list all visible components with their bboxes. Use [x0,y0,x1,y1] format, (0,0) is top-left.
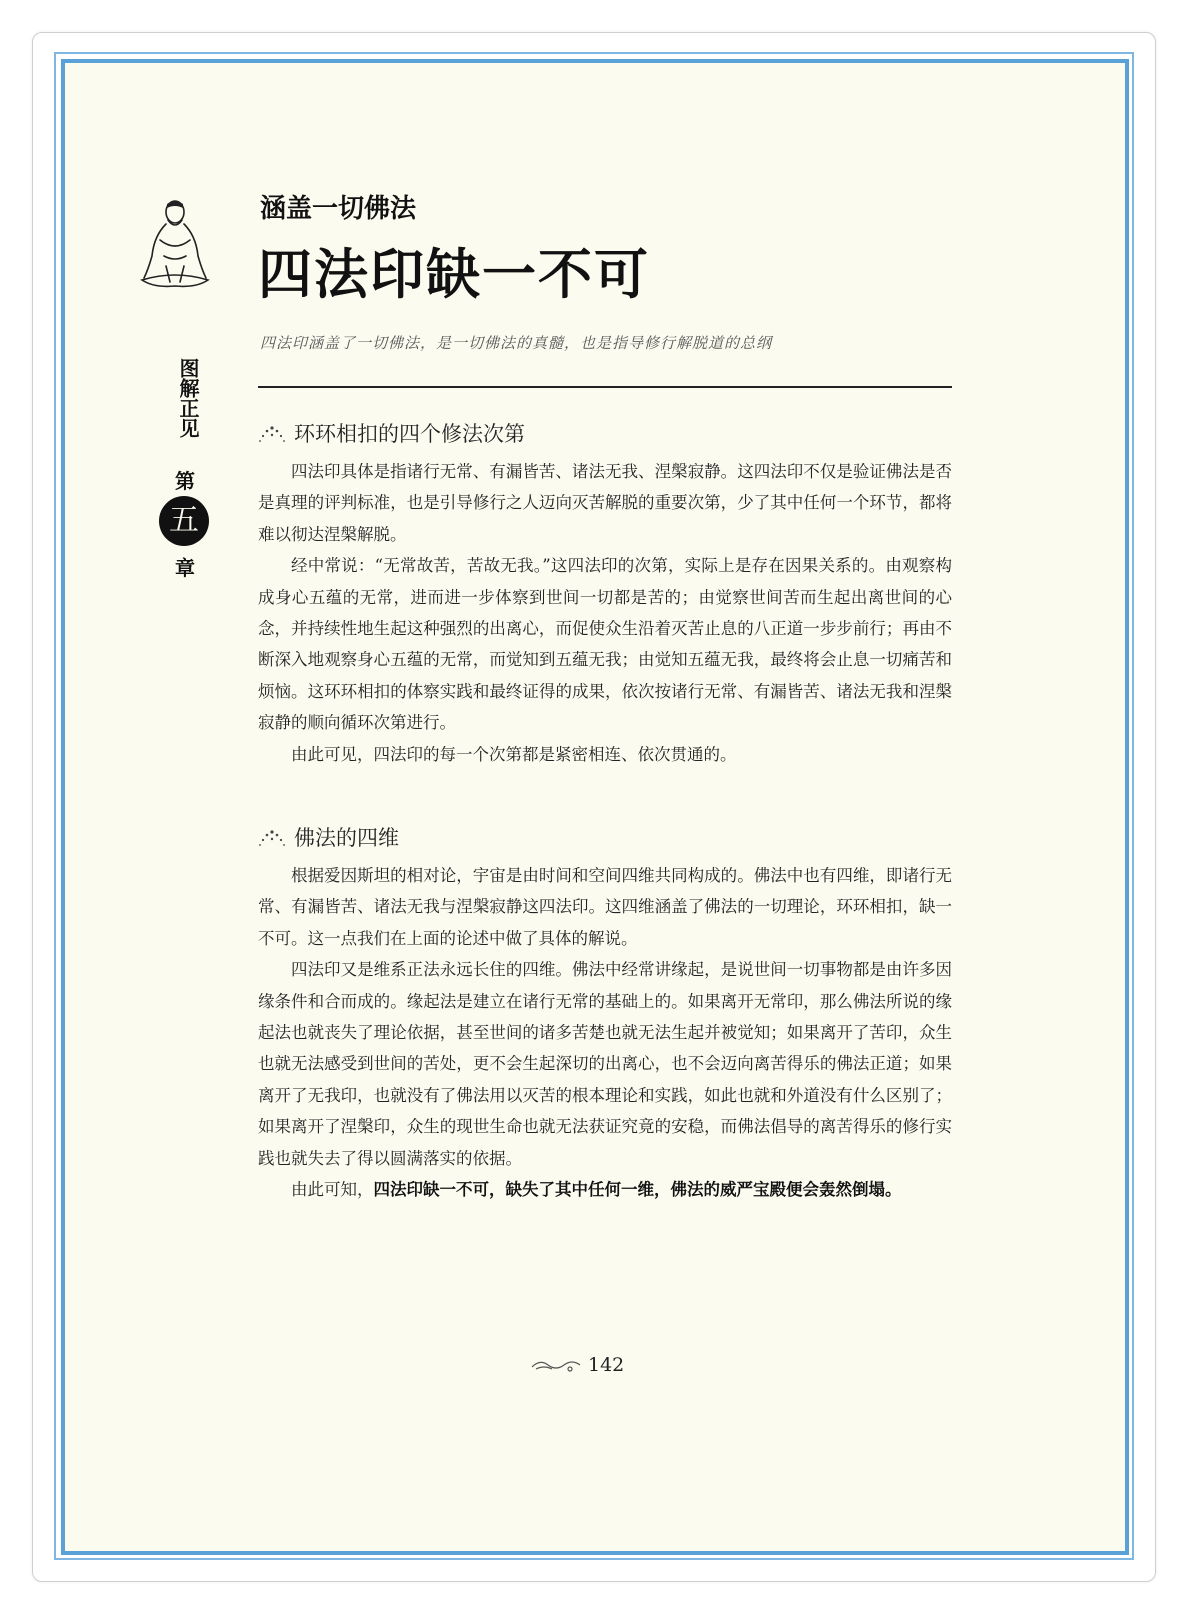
chapter-prefix: 第 [175,469,195,493]
section-heading [258,418,952,450]
paragraph: 四法印又是维系正法永远长住的四维。佛法中经常讲缘起，是说世间一切事物都是由许多因缘条件和合而成的。缘起法是建立在诸行无常的基础上的。如果离开无常印，那么佛法所说的缘起法也就丧失了理论依据，甚至世间的诸多苦楚也就无法生起并被觉知；如果离开了苦印，众生也就无法感受到世间的苦处，更不会生起深切的出离心，也不会迈向离苦得乐的佛法正道；如果离开了无我印，也就没有了佛法用以灭苦的根本理论和实践，如此也就和外道没有什么区别了；如果离开了涅槃印，众生的现世生命也就无法获证究竟的安稳，而佛法倡导的离苦得乐的修行实践也就失去了得以圆满落实的依据。 [258,960,952,1168]
chapter-suffix: 章 [175,556,195,580]
section-1 [258,418,952,770]
cloud-ornament-icon [258,828,286,848]
pre-title: 涵盖一切佛法 [260,194,417,224]
subtitle: 四法印涵盖了一切佛法，是一切佛法的真髓，也是指导修行解脱道的总纲 [260,334,773,352]
series-label: 图解正见 [176,358,200,438]
cloud-ornament-icon [258,424,286,444]
paragraph: 经中常说：“无常故苦，苦故无我。”这四法印的次第，实际上是存在因果关系的。由观察构成身心五蕴的无常，进而进一步体察到世间一切都是苦的；由觉察世间苦而生起出离世间的心念，并持续性地生起这种强烈的出离心，而促使众生沿着灭苦止息的八正道一步步前行；再由不断深入地观察身心五蕴的无常，而觉知到五蕴无我；由觉知五蕴无我，最终将会止息一切痛苦和烦恼。这环环相扣的体察实践和最终证得的成果，依次按诸行无常、有漏皆苦、诸法无我和涅槃寂静的顺向循环次第进行。 [258,556,952,733]
monk-illustration-icon [136,196,214,292]
cloud-scroll-ornament-icon [530,1357,582,1373]
paragraph: 由此可见，四法印的每一个次第都是紧密相连、依次贯通的。 [291,744,737,764]
paragraph: 根据爱因斯坦的相对论，宇宙是由时间和空间四维共同构成的。佛法中也有四维，即诸行无常、有漏皆苦、诸法无我与涅槃寂静这四法印。这四维涵盖了佛法的一切理论，环环相扣，缺一不可。这一点我们在上面的论述中做了具体的解说。 [258,866,952,948]
page-footer [530,1350,650,1380]
page-number: 142 [588,1354,625,1376]
section-heading-text: 环环相扣的四个修法次第 [294,422,525,446]
section-2 [258,822,952,1205]
title-divider [258,386,952,388]
page-title: 四法印缺一不可 [258,242,650,306]
chapter-number-badge: 五 [159,496,209,546]
paragraph: 四法印具体是指诸行无常、有漏皆苦、诸法无我、涅槃寂静。这四法印不仅是验证佛法是否是真理的评判标准，也是引导修行之人迈向灭苦解脱的重要次第，少了其中任何一个环节，都将难以彻达涅槃解脱。 [258,462,952,544]
closing-lead: 由此可知， [291,1180,374,1200]
section-heading [258,822,952,854]
closing-emphasis: 四法印缺一不可，缺失了其中任何一维，佛法的威严宝殿便会轰然倒塌。 [373,1180,902,1200]
closing-paragraph [258,1174,952,1205]
section-heading-text: 佛法的四维 [294,826,399,850]
